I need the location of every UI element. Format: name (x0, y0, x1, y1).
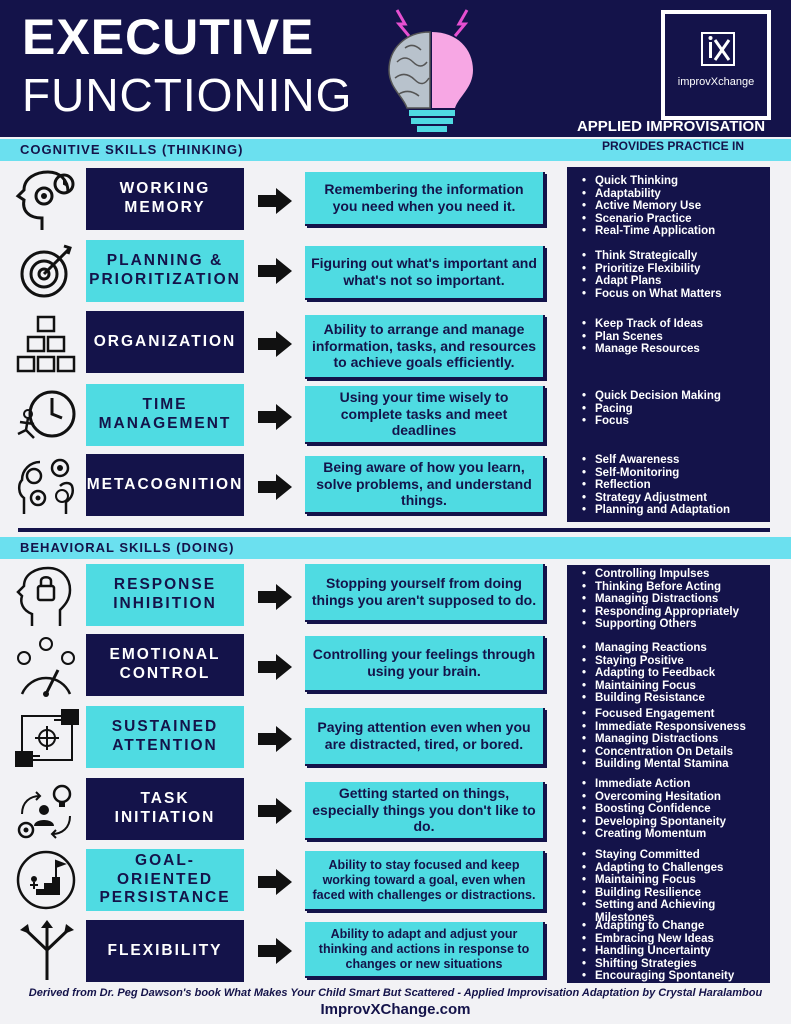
right-arrow-icon (258, 584, 292, 610)
list-item: • Building Mental Stamina (578, 758, 768, 771)
list-item: • Focus on What Matters (578, 288, 768, 301)
list-item: • Concentration On Details (578, 746, 768, 759)
skill-description: Figuring out what's important and what's not so important. (305, 246, 545, 300)
list-item: • Scenario Practice (578, 213, 768, 226)
skill-label: METACOGNITION (86, 454, 244, 516)
right-arrow-icon (258, 726, 292, 752)
list-item: • Immediate Responsiveness (578, 721, 768, 734)
list-item: • Managing Reactions (578, 642, 768, 655)
list-item: • Strategy Adjustment (578, 492, 768, 505)
list-item: • Quick Thinking (578, 175, 768, 188)
right-arrow-icon (258, 188, 292, 214)
skill-label: TASK INITIATION (86, 778, 244, 840)
practice-list (578, 318, 768, 356)
list-item: • Embracing New Ideas (578, 933, 768, 946)
list-item: • Adapt Plans (578, 275, 768, 288)
logo-text: improvXchange (677, 76, 755, 88)
list-item: • Responding Appropriately (578, 606, 768, 619)
list-item: • Pacing (578, 403, 768, 416)
list-item: • Immediate Action (578, 778, 768, 791)
head-bulb-gears-icon (14, 454, 80, 516)
practice-list (578, 250, 768, 300)
list-item: • Reflection (578, 479, 768, 492)
skill-label: EMOTIONAL CONTROL (86, 634, 244, 696)
list-item: • Supporting Others (578, 618, 768, 631)
skill-label: ORGANIZATION (86, 311, 244, 373)
section-divider (18, 528, 770, 532)
list-item: • Adapting to Challenges (578, 862, 768, 875)
practice-list (578, 642, 768, 705)
list-item: • Managing Distractions (578, 733, 768, 746)
practice-list (578, 920, 768, 983)
list-item: • Focus (578, 415, 768, 428)
list-item: • Setting and Achieving Milestones (578, 899, 768, 924)
brain-bulb-icon (375, 4, 490, 134)
practice-list (578, 454, 768, 517)
head-gears-icon (14, 170, 80, 232)
skill-description: Stopping yourself from doing things you aren't supposed to do. (305, 564, 545, 622)
target-icon (14, 240, 80, 302)
list-item: • Maintaining Focus (578, 680, 768, 693)
skill-description: Ability to arrange and manage information, tasks, and resources to achieve goals efficiently. (305, 315, 545, 379)
list-item: • Adapting to Change (578, 920, 768, 933)
list-item: • Building Resistance (578, 692, 768, 705)
title-line-1: EXECUTIVE (22, 9, 315, 65)
practice-list (578, 708, 768, 771)
skill-label: WORKING MEMORY (86, 168, 244, 230)
right-arrow-icon (258, 331, 292, 357)
list-item: • Real-Time Application (578, 225, 768, 238)
list-item: • Plan Scenes (578, 331, 768, 344)
skill-description: Ability to stay focused and keep working toward a goal, even when faced with challenges or distractions. (305, 851, 545, 911)
skill-description: Using your time wisely to complete tasks and meet deadlines (305, 386, 545, 444)
skill-label: RESPONSE INHIBITION (86, 564, 244, 626)
website-link[interactable]: ImprovXChange.com (320, 1001, 471, 1018)
list-item: • Active Memory Use (578, 200, 768, 213)
list-item: • Think Strategically (578, 250, 768, 263)
list-item: • Thinking Before Acting (578, 581, 768, 594)
list-item: • Planning and Adaptation (578, 504, 768, 517)
practice-list (578, 849, 768, 924)
logo-mark-icon (701, 32, 735, 66)
stairs-flag-icon (14, 849, 80, 911)
list-item: • Staying Positive (578, 655, 768, 668)
skill-label: FLEXIBILITY (86, 920, 244, 982)
clock-runner-icon (14, 384, 80, 446)
list-item: • Quick Decision Making (578, 390, 768, 403)
right-arrow-icon (258, 798, 292, 824)
list-item: • Self Awareness (578, 454, 768, 467)
skill-description: Being aware of how you learn, solve problems, and understand things. (305, 456, 545, 514)
head-lock-icon (14, 566, 80, 628)
practice-list (578, 390, 768, 428)
list-item: • Adaptability (578, 188, 768, 201)
applied-improvisation-heading: APPLIED IMPROVISATION (576, 118, 766, 135)
skill-description: Getting started on things, especially things you don't like to do. (305, 782, 545, 840)
list-item: • Maintaining Focus (578, 874, 768, 887)
skill-description: Ability to adapt and adjust your thinking and actions in response to changes or new situations (305, 922, 545, 978)
list-item: • Adapting to Feedback (578, 667, 768, 680)
list-item: • Overcoming Hesitation (578, 791, 768, 804)
right-arrow-icon (258, 654, 292, 680)
practice-list (578, 175, 768, 238)
skill-label: TIME MANAGEMENT (86, 384, 244, 446)
credit-text: Derived from Dr. Peg Dawson's book What Makes Your Child Smart But Scattered - Applied Improvisation Adaptation by Crystal Haralambou (28, 987, 763, 999)
provides-practice-label: PROVIDES PRACTICE IN (601, 139, 745, 153)
title-line-2: FUNCTIONING (22, 69, 353, 121)
list-item: • Boosting Confidence (578, 803, 768, 816)
list-item: • Staying Committed (578, 849, 768, 862)
list-item: • Shifting Strategies (578, 958, 768, 971)
list-item: • Creating Momentum (578, 828, 768, 841)
person-idea-cycle-icon (14, 780, 80, 842)
list-item: • Self-Monitoring (578, 467, 768, 480)
list-item: • Encouraging Spontaneity (578, 970, 768, 983)
practice-list (578, 568, 768, 631)
skill-label: SUSTAINED ATTENTION (86, 706, 244, 768)
right-arrow-icon (258, 869, 292, 895)
cognitive-section-label: COGNITIVE SKILLS (THINKING) (20, 142, 244, 157)
right-arrow-icon (258, 404, 292, 430)
skill-label: PLANNING & PRIORITIZATION (86, 240, 244, 302)
right-arrow-icon (258, 258, 292, 284)
list-item: • Prioritize Flexibility (578, 263, 768, 276)
list-item: • Controlling Impulses (578, 568, 768, 581)
mood-gauge-icon (14, 636, 80, 698)
list-item: • Focused Engagement (578, 708, 768, 721)
list-item: • Keep Track of Ideas (578, 318, 768, 331)
behavioral-section-label: BEHAVIORAL SKILLS (DOING) (20, 540, 235, 555)
practice-list (578, 778, 768, 841)
behavioral-section-band (0, 537, 791, 559)
list-item: • Developing Spontaneity (578, 816, 768, 829)
right-arrow-icon (258, 474, 292, 500)
improvxchange-logo (661, 10, 771, 120)
split-arrows-icon (14, 920, 80, 982)
skill-label: GOAL-ORIENTED PERSISTANCE (86, 849, 244, 911)
boxes-icon (14, 313, 80, 375)
skill-description: Remembering the information you need when you need it. (305, 172, 545, 226)
list-item: • Manage Resources (578, 343, 768, 356)
header-banner (0, 0, 791, 137)
list-item: • Handling Uncertainty (578, 945, 768, 958)
list-item: • Building Resilience (578, 887, 768, 900)
skill-description: Controlling your feelings through using your brain. (305, 636, 545, 692)
hands-target-icon (14, 708, 80, 770)
right-arrow-icon (258, 938, 292, 964)
skill-description: Paying attention even when you are distracted, tired, or bored. (305, 708, 545, 766)
list-item: • Managing Distractions (578, 593, 768, 606)
